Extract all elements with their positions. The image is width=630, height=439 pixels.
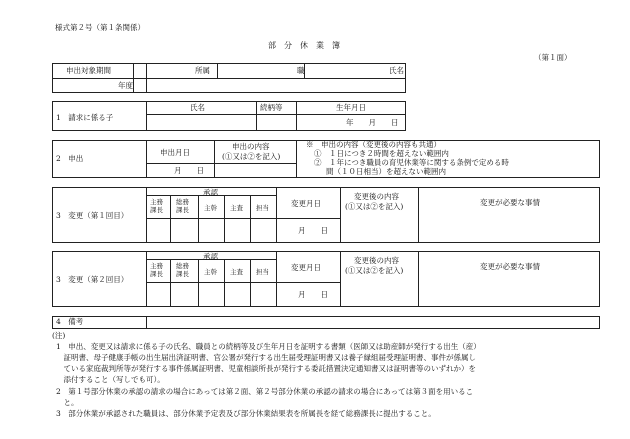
- request-note-2: ① １日につき２時間を超えない範囲内: [314, 149, 449, 158]
- change1-content-2: (①又は②を記入): [345, 202, 404, 211]
- change2-role-4: 主査: [230, 268, 243, 276]
- change1-date-label: 変更月日: [291, 199, 321, 208]
- change1-reason: 変更が必要な事情: [480, 198, 540, 207]
- request-note-4: 間（１０日相当）を超えない範囲内: [326, 167, 446, 176]
- note-line: 添付すること（写しでも可）。: [56, 375, 165, 384]
- change2-md: 月 日: [298, 290, 328, 299]
- request-note-1: ※ 申出の内容（変更後の内容も共通）: [306, 140, 441, 149]
- note-line: 2 第１号部分休業の承認の請求の場合にあっては第２面、第２号部分休業の承認の請求の場合にあっては第３面を用いるこ: [56, 387, 474, 396]
- relation-label: 続柄等: [260, 103, 283, 112]
- note-line: 証明書、母子健康手帳の出生届出済証明書、官公署が発行する出生届受理証明書又は養子縁組届受理証明書、事件が係属し: [56, 353, 476, 362]
- request-date-label: 申出月日: [160, 148, 190, 157]
- change1-md: 月 日: [298, 226, 328, 235]
- request-section-label: 2 申出: [56, 154, 84, 163]
- change2-date-label: 変更月日: [291, 263, 321, 272]
- change2-reason: 変更が必要な事情: [480, 262, 540, 271]
- change2-approval: 承認: [203, 252, 218, 261]
- birthdate-ymd: 年 月 日: [346, 118, 399, 127]
- request-content-label-1: 申出の内容: [232, 142, 270, 151]
- change2-role-3: 主幹: [204, 268, 217, 276]
- change1-role-1: 主務課長: [150, 198, 163, 214]
- dept-label: 所属: [195, 66, 210, 75]
- change1-role-5: 担当: [256, 204, 269, 212]
- change1-approval: 承認: [203, 188, 218, 197]
- birthdate-label: 生年月日: [336, 103, 366, 112]
- notes-heading: (注): [52, 331, 66, 340]
- child-section-label: 1 請求に係る子: [56, 113, 114, 122]
- form-number: 様式第２号（第１条関係）: [55, 23, 145, 32]
- note-line: 1 申出、変更又は請求に係る子の氏名、職員との続柄等及び生年月日を証明する書類（医師又は助産師が発行する出生（産）: [56, 342, 481, 351]
- change1-role-2: 総務課長: [176, 198, 189, 214]
- change2-role-5: 担当: [256, 268, 269, 276]
- year-suffix: 年度: [118, 81, 133, 90]
- change2-content-2: (①又は②を記入): [345, 266, 404, 275]
- note-line: と。: [56, 398, 79, 407]
- page-indicator: （第１面）: [534, 53, 572, 62]
- change1-role-4: 主査: [230, 204, 243, 212]
- period-label: 申出対象期間: [66, 66, 111, 75]
- change1-content-1: 変更後の内容: [354, 192, 399, 201]
- request-md: 月 日: [174, 166, 204, 175]
- child-name-label: 氏名: [190, 103, 205, 112]
- change2-role-2: 総務課長: [176, 262, 189, 278]
- request-content-label-2: (①又は②を記入): [222, 152, 281, 161]
- change2-label: 3 変更（第２回目）: [56, 275, 129, 284]
- change2-role-1: 主務課長: [150, 262, 163, 278]
- note-line: 3 部分休業が承認された職員は、部分休業予定表及び部分休業結果表を所属長を経て総務課長に提出すること。: [56, 409, 436, 418]
- post-label: 職: [297, 66, 305, 75]
- name-label: 氏名: [389, 66, 404, 75]
- page-title: 部 分 休 業 簿: [268, 41, 340, 50]
- change2-content-1: 変更後の内容: [354, 256, 399, 265]
- change1-role-3: 主幹: [204, 204, 217, 212]
- note-line: ている家庭裁判所等が発行する事件係属証明書、児童相談所長が発行する委託措置決定通知書又は証明書等のいずれか）を: [56, 364, 476, 373]
- remarks-label: 4 備考: [56, 317, 84, 326]
- request-note-3: ② １年につき職員の育児休業等に関する条例で定める時: [314, 158, 509, 167]
- change1-label: 3 変更（第１回目）: [56, 211, 129, 220]
